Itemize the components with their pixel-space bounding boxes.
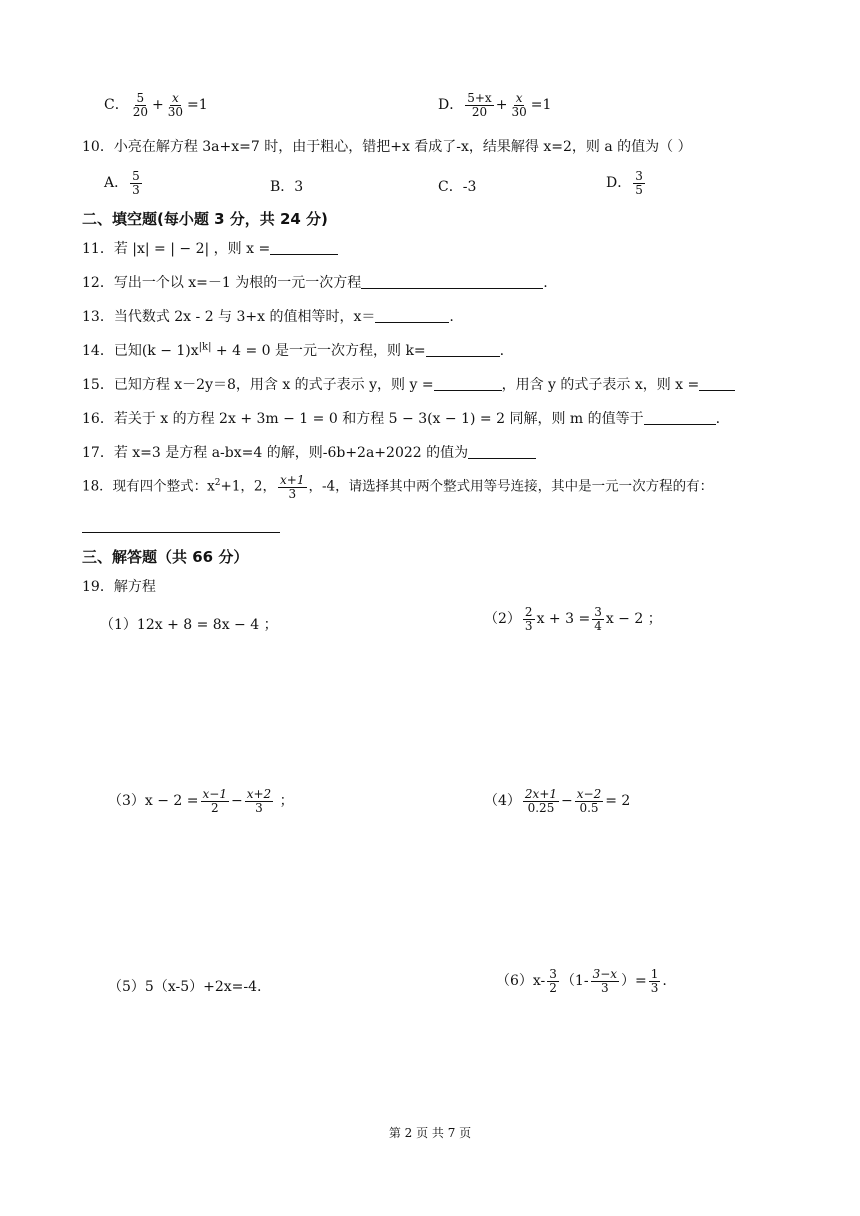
- q10-option-b: B．3: [270, 179, 304, 195]
- q17-answer-blank[interactable]: [468, 444, 536, 459]
- page-footer: 第 2 页 共 7 页: [388, 1126, 472, 1140]
- q19-part-3: （3）x − 2 = $\frac{x-1}{2}$ − $\frac{x+2}{3}$ ；: [108, 787, 294, 815]
- section-2-title: 二、填空题(每小题 3 分，共 24 分): [82, 210, 328, 228]
- question-13: 13．当代数式 2x - 2 与 3+x 的值相等时，x＝ .: [82, 309, 454, 325]
- q11-answer-blank[interactable]: [270, 240, 338, 255]
- q19-part-2: （2） $\frac{2}{3}$ x + 3 = $\frac{3}{4}$ x − 2 ；: [484, 605, 662, 633]
- question-18: 18．现有四个整式：$x^2+1$，2， $\frac{x+1}{3}$ ，-4，请选择其中两个整式用等号连接，其中是一元一次方程的有：: [82, 473, 714, 501]
- q18-answer-blank[interactable]: [82, 518, 280, 533]
- q15-y-blank[interactable]: [434, 376, 502, 391]
- q9-option-d: D． $\frac{5+x}{20}$ + $\frac{x}{30}$ =1: [438, 91, 552, 119]
- q12-answer-blank[interactable]: [361, 274, 543, 289]
- q19-part-4: （4） $\frac{2x+1}{0.25}$ − $\frac{x-2}{0.5}$ = 2: [484, 787, 631, 815]
- q10-option-d: D． $\frac{3}{5}$: [606, 169, 643, 197]
- q16-answer-blank[interactable]: [644, 410, 716, 425]
- question-14: 14．已知$(k - 1)x^{|k|} + 4 = 0$ 是一元一次方程，则 k= .: [82, 341, 505, 359]
- q19-part-1: （1）12x + 8 = 8x − 4 ；: [100, 617, 278, 633]
- q15-x-blank[interactable]: [699, 376, 735, 391]
- question-10: 10．小亮在解方程 3a+x=7 时，由于粗心，错把+x 看成了-x，结果解得 x=2，则 a 的值为（ ）: [82, 139, 692, 155]
- q19-part-5: （5）5（x-5）+2x=-4.: [108, 979, 262, 995]
- question-15: 15．已知方程 x－2y＝8，用含 x 的式子表示 y，则 y = ，用含 y 的式子表示 x，则 x =: [82, 374, 735, 394]
- question-12: 12．写出一个以 x=－1 为根的一元一次方程 .: [82, 275, 548, 291]
- q14-answer-blank[interactable]: [426, 342, 500, 357]
- q13-answer-blank[interactable]: [375, 308, 449, 323]
- q19-part-6: （6）x- $\frac{3}{2}$ （1- $\frac{3-x}{3}$ ）= $\frac{1}{3}$ .: [496, 967, 667, 995]
- question-17: 17．若 x=3 是方程 a-bx=4 的解，则-6b+2a+2022 的值为: [82, 442, 536, 462]
- q10-option-a: A． $\frac{5}{3}$: [104, 169, 140, 197]
- question-16: 16．若关于 x 的方程 2x + 3m − 1 = 0 和方程 5 − 3(x − 1) = 2 同解，则 m 的值等于 .: [82, 411, 721, 427]
- q10-option-c: C．-3: [438, 179, 477, 195]
- question-11: 11．若 |x| = | − 2| ，则 x =: [82, 238, 338, 258]
- q9-option-c: C． $\frac{5}{20}$ + $\frac{x}{30}$ =1: [104, 91, 208, 119]
- question-19-title: 19．解方程: [82, 579, 156, 595]
- section-3-title: 三、解答题（共 66 分）: [82, 548, 249, 566]
